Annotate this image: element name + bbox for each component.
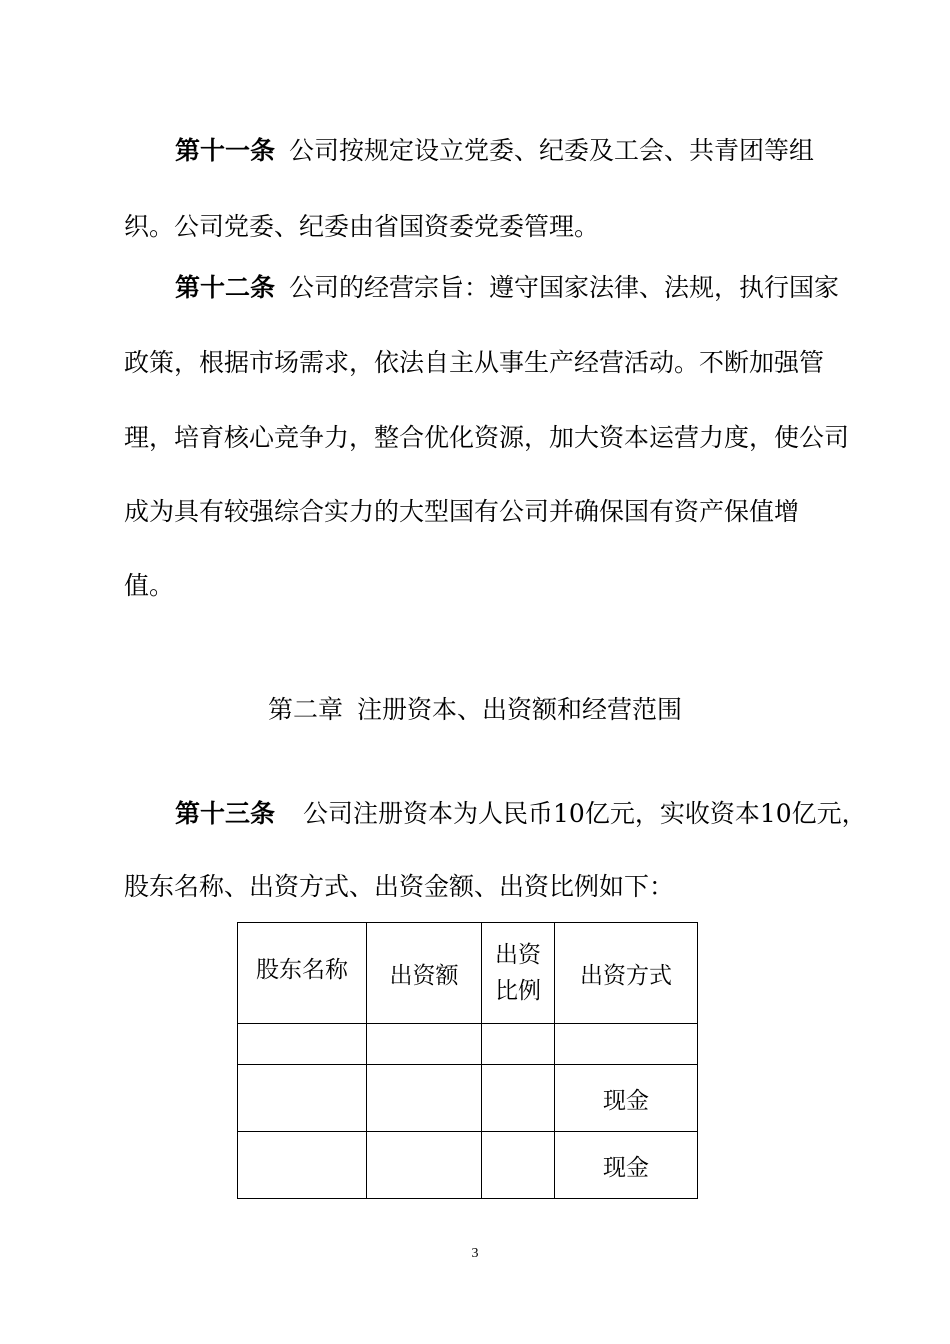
article-12-label: 第十二条 — [175, 273, 276, 302]
cell-name — [238, 1065, 367, 1132]
chapter-label: 第二章 — [267, 695, 343, 724]
cell-name — [238, 1024, 367, 1065]
article-11-line-2: 织。公司党委、纪委由省国资委党委管理。 — [124, 212, 600, 241]
cell-method: 现金 — [555, 1065, 698, 1132]
article-11-line-1 — [175, 134, 814, 168]
article-13-text-1: 公司注册资本为人民币10亿元，实收资本10亿元， — [303, 799, 867, 828]
article-12-line-3: 理，培育核心竞争力，整合优化资源，加大资本运营力度，使公司 — [124, 423, 850, 452]
table-row — [238, 1024, 698, 1065]
chapter-heading — [0, 693, 950, 727]
cell-method — [555, 1024, 698, 1065]
article-11-text-1: 公司按规定设立党委、纪委及工会、共青团等组 — [289, 136, 815, 165]
article-12-line-4: 成为具有较强综合实力的大型国有公司并确保国有资产保值增 — [124, 497, 800, 526]
article-12-line-5: 值。 — [124, 571, 175, 600]
capital-contribution-table — [237, 922, 698, 1199]
header-ratio-top: 出资 — [495, 942, 541, 968]
article-12-line-1 — [175, 271, 839, 305]
cell-amount — [367, 1024, 482, 1065]
header-contribution-amount: 出资额 — [367, 923, 482, 1024]
table-row — [238, 1132, 698, 1199]
header-shareholder-name: 股东名称 — [238, 923, 367, 1024]
article-11-label: 第十一条 — [175, 136, 276, 165]
article-13-line-2: 股东名称、出资方式、出资金额、出资比例如下： — [124, 872, 675, 901]
cell-amount — [367, 1132, 482, 1199]
cell-amount — [367, 1065, 482, 1132]
cell-ratio — [482, 1024, 555, 1065]
article-12-line-2: 政策，根据市场需求，依法自主从事生产经营活动。不断加强管 — [124, 348, 825, 377]
header-contribution-ratio — [482, 923, 555, 1024]
header-contribution-method: 出资方式 — [555, 923, 698, 1024]
cell-ratio — [482, 1065, 555, 1132]
cell-method: 现金 — [555, 1132, 698, 1199]
chapter-title: 注册资本、出资额和经营范围 — [357, 695, 683, 724]
table-header-row — [238, 923, 698, 1024]
cell-name — [238, 1132, 367, 1199]
header-ratio-bottom: 比例 — [495, 978, 541, 1004]
article-13-label: 第十三条 — [175, 799, 276, 828]
table-row — [238, 1065, 698, 1132]
page-number: 3 — [471, 1246, 479, 1261]
cell-ratio — [482, 1132, 555, 1199]
article-13-line-1 — [175, 797, 867, 831]
article-12-text-1: 公司的经营宗旨：遵守国家法律、法规，执行国家 — [289, 273, 840, 302]
